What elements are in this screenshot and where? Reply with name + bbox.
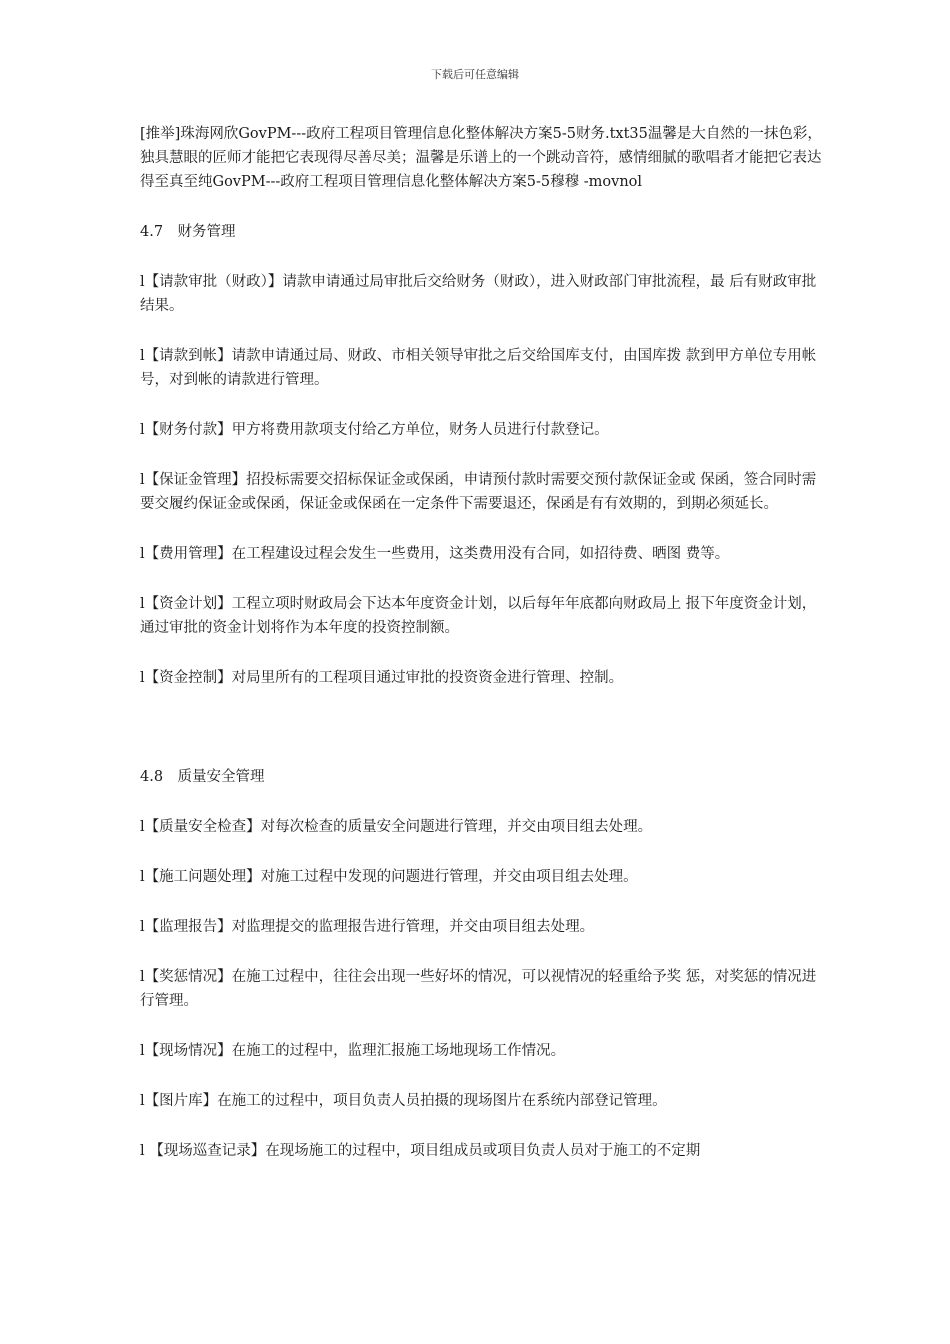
list-item: l【质量安全检查】对每次检查的质量安全问题进行管理，并交由项目组去处理。 <box>140 819 653 835</box>
page-header-note: 下载后可任意编辑 <box>431 68 519 81</box>
list-item: l【施工问题处理】对施工过程中发现的问题进行管理，并交由项目组去处理。 <box>140 869 638 885</box>
list-item: l【请款到帐】请款申请通过局、财政、市相关领导审批之后交给国库支付，由国库拨 款到甲方单位专用帐号，对到帐的请款进行管理。 <box>140 348 817 388</box>
list-item: l【奖惩情况】在施工过程中，往往会出现一些好坏的情况，可以视情况的轻重给予奖 惩，对奖惩的情况进行管理。 <box>140 969 817 1009</box>
document-body <box>140 122 830 1189</box>
list-item: l【现场情况】在施工的过程中，监理汇报施工场地现场工作情况。 <box>140 1043 566 1059</box>
list-item: l【保证金管理】招投标需要交招标保证金或保函，申请预付款时需要交预付款保证金或 保函，签合同时需要交履约保证金或保函，保证金或保函在一定条件下需要退还，保函是有有效期的，到期必须延长。 <box>140 472 817 512</box>
list-item: l【请款审批（财政）】请款申请通过局审批后交给财务（财政），进入财政部门审批流程，最 后有财政审批结果。 <box>140 274 817 314</box>
list-item: l【图片库】在施工的过程中，项目负责人员拍摄的现场图片在系统内部登记管理。 <box>140 1093 667 1109</box>
intro-paragraph: [推举]珠海网欣GovPM---政府工程项目管理信息化整体解决方案5-5财务.txt35温馨是大自然的一抹色彩，独具慧眼的匠师才能把它表现得尽善尽美；温馨是乐谱上的一个跳动音符，感情细腻的歌唱者才能把它表达得至真至纯GovPM---政府工程项目管理信息化整体解决方案5-5穆穆 -movnol <box>140 126 822 190</box>
section-heading-quality-safety: 4.8 质量安全管理 <box>140 769 265 785</box>
list-item: l【费用管理】在工程建设过程会发生一些费用，这类费用没有合同，如招待费、晒图 费等。 <box>140 546 730 562</box>
list-item: l【资金控制】对局里所有的工程项目通过审批的投资资金进行管理、控制。 <box>140 670 624 686</box>
section-heading-finance: 4.7 财务管理 <box>140 224 236 240</box>
list-item: l【资金计划】工程立项时财政局会下达本年度资金计划，以后每年年底都向财政局上 报下年度资金计划，通过审批的资金计划将作为本年度的投资控制额。 <box>140 596 817 636</box>
list-item: l【监理报告】对监理提交的监理报告进行管理，并交由项目组去处理。 <box>140 919 595 935</box>
list-item: l【财务付款】甲方将费用款项支付给乙方单位，财务人员进行付款登记。 <box>140 422 609 438</box>
list-item: l 【现场巡查记录】在现场施工的过程中，项目组成员或项目负责人员对于施工的不定期 <box>140 1143 701 1159</box>
